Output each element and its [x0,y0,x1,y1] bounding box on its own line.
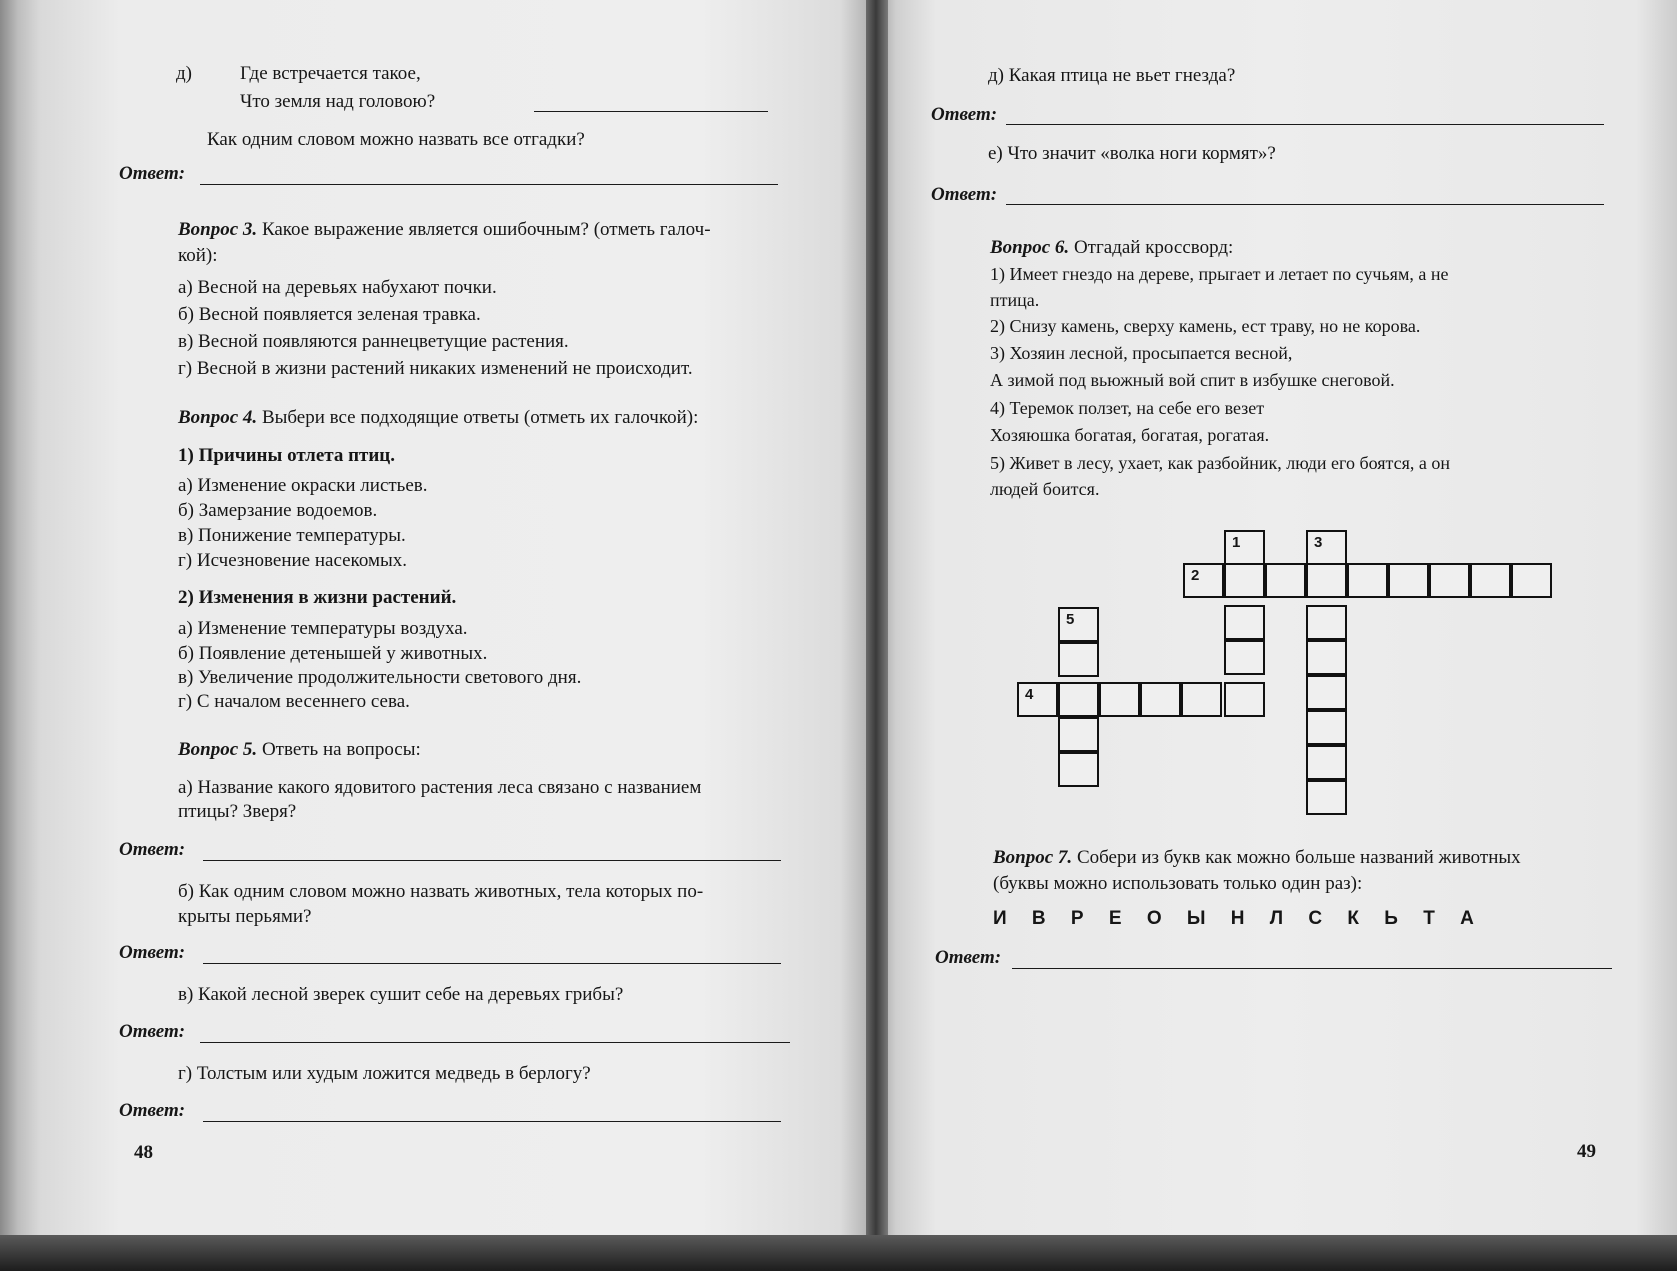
answer-label: Ответ: [119,1021,186,1042]
q7-text2: (буквы можно использовать только один раз): [993,873,1363,894]
crossword-cell[interactable] [1306,780,1347,815]
crossword-cell[interactable] [1183,563,1224,598]
page-number: 49 [1577,1141,1596,1162]
q3-title: Вопрос 3. [178,219,258,240]
crossword-cell[interactable] [1224,530,1265,565]
q5e: е) Что значит «волка ноги кормят»? [988,143,1276,164]
crossword-cell[interactable] [1429,563,1470,598]
q4-sub2-option-b[interactable]: б) Появление детенышей у животных. [178,643,488,664]
q7-title: Вопрос 7. [993,847,1073,868]
riddle-2: 2) Снизу камень, сверху камень, ест траву, но не корова. [990,316,1421,336]
q4-title: Вопрос 4. [178,407,258,428]
q4-sub1: 1) Причины отлета птиц. [178,445,396,466]
clue-number-3: 3 [1314,534,1323,551]
q5-title: Вопрос 5. [178,739,258,760]
riddle-3a: 3) Хозяин лесной, просыпается весной, [990,343,1293,363]
q5a-line1: а) Название какого ядовитого растения леса связано с названием [178,777,702,798]
q3-text: Какое выражение является ошибочным? (отметь галоч- [261,219,711,240]
answer-line[interactable] [203,963,781,964]
riddle-3b: А зимой под вьюжный вой спит в избушке снеговой. [990,370,1395,390]
q6-text: Отгадай кроссворд: [1073,237,1234,258]
q2d-answer-line[interactable] [534,111,768,112]
q2d-letter: д) [176,63,192,84]
q5-text: Ответь на вопросы: [261,739,421,760]
q4-heading [178,406,698,430]
answer-label: Ответ: [931,184,998,205]
q4-sub1-option-v[interactable]: в) Понижение температуры. [178,525,406,546]
crossword-cell[interactable] [1470,563,1511,598]
clue-number-4: 4 [1025,686,1034,703]
answer-label: Ответ: [935,947,1002,968]
letter-set: И В Р Е О Ы Н Л С К Ь Т А [993,908,1484,929]
q2d-summary: Как одним словом можно назвать все отгадки? [207,129,585,150]
q3-option-g[interactable]: г) Весной в жизни растений никаких изменений не происходит. [178,358,693,379]
riddle-1b: птица. [990,290,1040,310]
crossword-cell[interactable] [1306,745,1347,780]
answer-line[interactable] [1006,204,1604,205]
crossword-cell[interactable] [1181,682,1222,717]
q3-option-v[interactable]: в) Весной появляются раннецветущие растения. [178,331,569,352]
crossword-cell[interactable] [1224,640,1265,675]
crossword-cell[interactable] [1511,563,1552,598]
q4-sub1-option-g[interactable]: г) Исчезновение насекомых. [178,550,407,571]
q7-text: Собери из букв как можно больше названий животных [1076,847,1521,868]
q2d-line1: Где встречается такое, [240,63,421,84]
q5d: д) Какая птица не вьет гнезда? [988,65,1236,86]
crossword-cell[interactable] [1058,717,1099,752]
q7-heading [993,846,1521,870]
crossword-cell[interactable] [1058,752,1099,787]
answer-label: Ответ: [931,104,998,125]
q5g: г) Толстым или худым ложится медведь в берлогу? [178,1063,591,1084]
answer-line[interactable] [1012,968,1612,969]
riddle-1a: 1) Имеет гнездо на дереве, прыгает и летает по сучьям, а не [990,264,1449,284]
q4-sub1-option-b[interactable]: б) Замерзание водоемов. [178,500,378,521]
answer-line[interactable] [203,860,781,861]
crossword-cell[interactable] [1224,605,1265,640]
answer-label: Ответ: [119,1100,186,1121]
crossword-cell[interactable] [1224,682,1265,717]
crossword-cell[interactable] [1058,642,1099,677]
crossword-cell[interactable] [1306,563,1347,598]
q4-sub2-option-v[interactable]: в) Увеличение продолжительности светового дня. [178,667,582,688]
q3-text2: кой): [178,245,218,266]
page-number: 48 [134,1142,153,1163]
book-spine [866,0,888,1235]
crossword-cell[interactable] [1058,682,1099,717]
page-49 [876,0,1677,1235]
clue-number-5: 5 [1066,611,1075,628]
q3-option-b[interactable]: б) Весной появляется зеленая травка. [178,304,481,325]
answer-label: Ответ: [119,942,186,963]
q5b-line1: б) Как одним словом можно назвать животных, тела которых по- [178,881,704,902]
q4-sub1-option-a[interactable]: а) Изменение окраски листьев. [178,475,428,496]
answer-line[interactable] [200,1042,790,1043]
q5v: в) Какой лесной зверек сушит себе на деревьях грибы? [178,984,624,1005]
crossword-cell[interactable] [1017,682,1058,717]
answer-line[interactable] [203,1121,781,1122]
crossword-cell[interactable] [1306,710,1347,745]
q5-heading [178,738,421,762]
q4-sub2: 2) Изменения в жизни растений. [178,587,457,608]
q4-sub2-option-g[interactable]: г) С началом весеннего сева. [178,691,410,712]
clue-number-2: 2 [1191,567,1200,584]
q6-heading [990,236,1233,260]
q3-option-a[interactable]: а) Весной на деревьях набухают почки. [178,277,497,298]
crossword-cell[interactable] [1265,563,1306,598]
q3-heading [178,218,711,242]
crossword-cell[interactable] [1140,682,1181,717]
answer-label: Ответ: [119,163,186,184]
answer-line[interactable] [200,184,778,185]
q4-text: Выбери все подходящие ответы (отметь их галочкой): [261,407,699,428]
answer-line[interactable] [1006,124,1604,125]
riddle-4a: 4) Теремок ползет, на себе его везет [990,398,1265,418]
crossword-cell[interactable] [1306,675,1347,710]
q6-title: Вопрос 6. [990,237,1070,258]
crossword-cell[interactable] [1306,605,1347,640]
clue-number-1: 1 [1232,534,1241,551]
book-bottom-edge [0,1235,1677,1271]
crossword-cell[interactable] [1099,682,1140,717]
q2d-line2: Что земля над головою? [240,91,436,112]
crossword-cell[interactable] [1347,563,1388,598]
crossword-cell[interactable] [1058,607,1099,642]
riddle-5b: людей боится. [990,479,1100,499]
crossword-cell[interactable] [1306,530,1347,565]
crossword-cell[interactable] [1306,640,1347,675]
q5a-line2: птицы? Зверя? [178,801,297,822]
riddle-4b: Хозяюшка богатая, богатая, рогатая. [990,425,1270,445]
answer-label: Ответ: [119,839,186,860]
crossword-cell[interactable] [1224,563,1265,598]
riddle-5a: 5) Живет в лесу, ухает, как разбойник, люди его боятся, а он [990,453,1451,473]
crossword-cell[interactable] [1388,563,1429,598]
q4-sub2-option-a[interactable]: а) Изменение температуры воздуха. [178,618,468,639]
q5b-line2: крыты перьями? [178,906,312,927]
